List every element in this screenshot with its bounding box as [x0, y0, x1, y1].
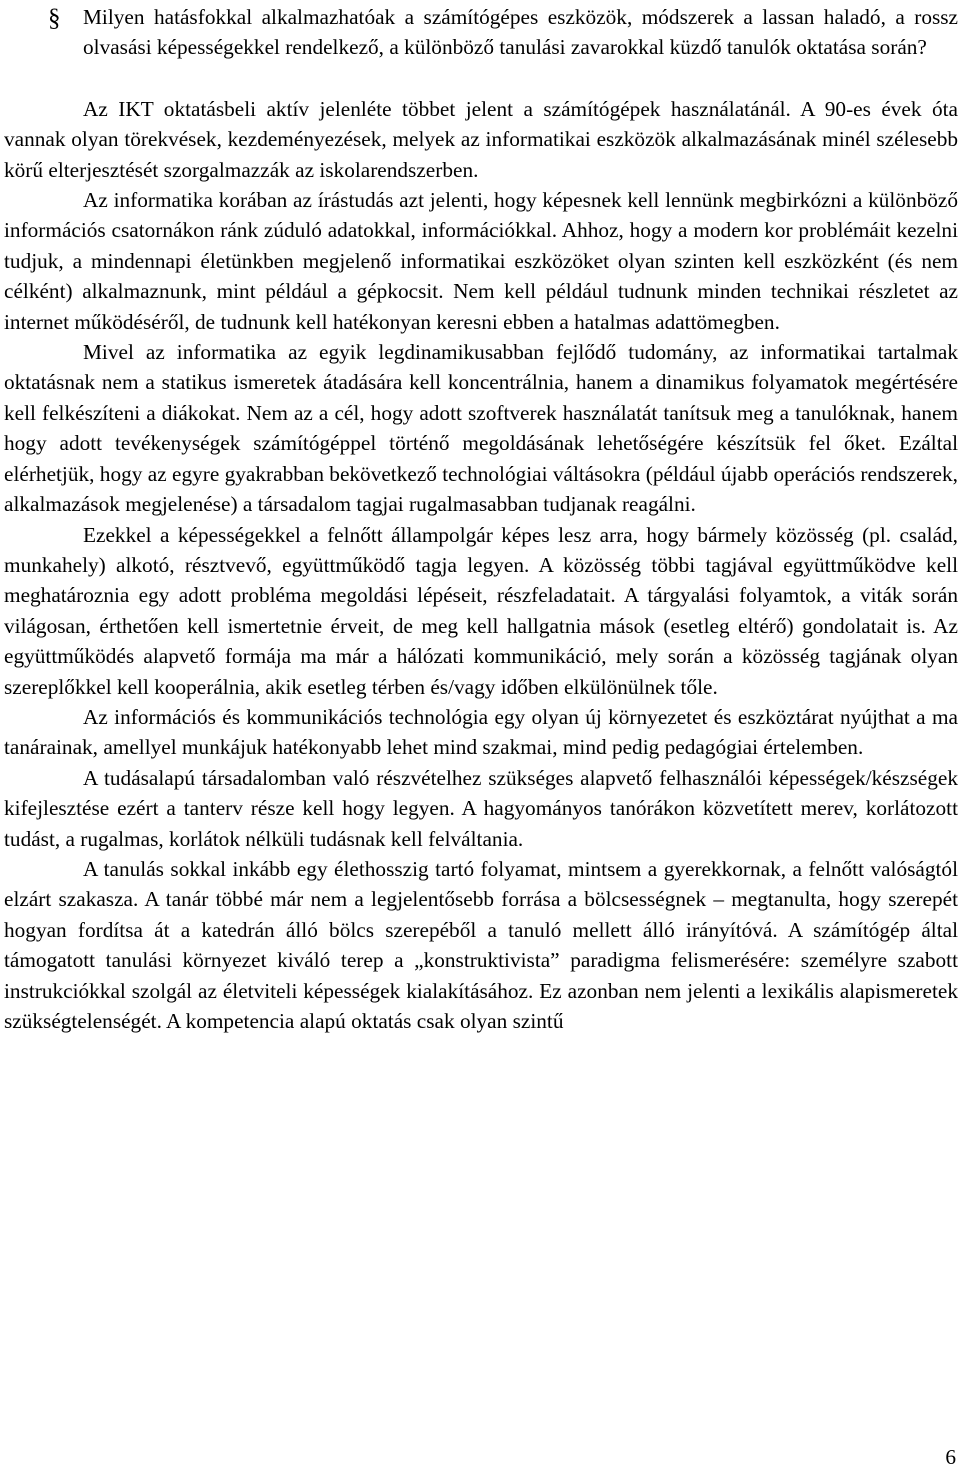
page-number: 6: [945, 1445, 956, 1469]
paragraph: Az információs és kommunikációs technológia egy olyan új környezetet és eszköztárat nyújthat a ma tanárainak, amellyel munkájuk hatékonyabb lehet mind szakmai, mind pedig pedagógiai értelemben.: [4, 704, 958, 760]
paragraph: Az informatika korában az írástudás azt jelenti, hogy képesnek kell lennünk megbirkózni a különböző információs csatornákon ránk zúduló adatokkal, információkkal. Ahhoz, hogy a modern kor problémáit kezelni tudjuk, a mindennapi életünkben megjelenő informatikai eszközöket olyan szinten kell eszközként (és nem célként) alkalmaznunk, mint például a gépkocsit. Nem kell például tudnunk minden technikai részletet az internet működéséről, de tudnunk kell hatékonyan keresni ebben a hatalmas adattömegben.: [4, 188, 958, 334]
document-page: [4, 0, 958, 1036]
bullet-text: Milyen hatásfokkal alkalmazhatóak a számítógépes eszközök, módszerek a lassan haladó, a rossz olvasási képességekkel rendelkező, a különböző tanulási zavarokkal küzdő tanulók oktatása során?: [83, 5, 958, 60]
paragraph: A tudásalapú társadalomban való részvételhez szükséges alapvető felhasználói képességek/készségek kifejlesztése ezért a tanterv része kell hogy legyen. A hagyományos tanórákon közvetített merev, korlátozott tudást, a rugalmas, korlátok nélküli tudásnak kell felváltania.: [4, 765, 958, 851]
paragraph: Az IKT oktatásbeli aktív jelenléte többet jelent a számítógépek használatánál. A 90-es évek óta vannak olyan törekvések, kezdeményezések, melyek az informatikai eszközök alkalmazásának minél szélesebb körű elterjesztését szorgalmazzák az iskolarendszerben.: [4, 96, 958, 182]
paragraph: Mivel az informatika az egyik legdinamikusabban fejlődő tudomány, az informatikai tartalmak oktatásnak nem a statikus ismeretek átadására kell koncentrálnia, hanem a dinamikus folyamatok megértésére kell felkészíteni a diákokat. Nem az a cél, hogy adott szoftverek használatát tanítsuk meg a tanulóknak, hanem hogy adott tevékenységek számítógéppel történő megoldásának lehetőségére készítsük fel őket. Ezáltal elérhetjük, hogy az egyre gyakrabban bekövetkező technológiai váltásokra (például újabb operációs rendszerek, alkalmazások megjelenése) a társadalom tagjai rugalmasabban tudjanak reagálni.: [4, 340, 958, 517]
section-sign-icon: §: [48, 5, 61, 32]
paragraph: A tanulás sokkal inkább egy élethosszig tartó folyamat, mintsem a gyerekkornak, a felnőtt valóságtól elzárt szakasza. A tanár többé már nem a legjelentősebb forrása a bölcsességnek – megtanulta, hogy szerepét hogyan fordítsa át a katedrán álló bölcs szerepéből a tanuló mellett álló irányítóvá. A számítógép által támogatott tanulási környezet kiváló terep a „konstruktivista” paradigma felismerésére: személyre szabott instrukciókkal szolgál az életviteli képességek kialakításához. Ez azonban nem jelenti a lexikális alapismeretek szükségtelenségét. A kompetencia alapú oktatás csak olyan szintű: [4, 856, 958, 1033]
paragraph: Ezekkel a képességekkel a felnőtt állampolgár képes lesz arra, hogy bármely közösség (pl. család, munkahely) alkotó, résztvevő, együttműködő tagja legyen. A közösség többi tagjával együttműködve kell meghatároznia egy adott probléma megoldási lépéseit, részfeladatait. A tárgyalási folyamtok, a viták során világosan, érthetően kell ismertetnie érveit, de meg kell hallgatnia mások (esetleg eltérő) gondolatait is. Az együttműködés alapvető formája ma már a hálózati kommunikáció, mely során a közösség tagjának olyan szereplőkkel kell kooperálnia, akik esetleg térben és/vagy időben elkülönülnek tőle.: [4, 522, 958, 699]
bullet-question: [4, 2, 958, 63]
blank-line: [4, 63, 958, 94]
